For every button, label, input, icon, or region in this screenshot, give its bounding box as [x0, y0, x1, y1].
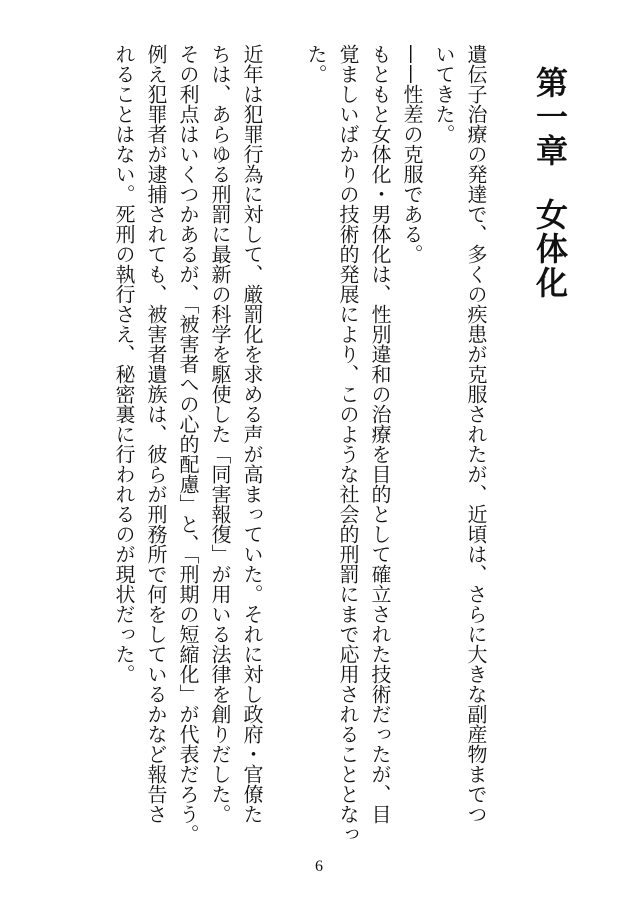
chapter-name: 女体化 [531, 198, 569, 300]
page-number: 6 [315, 858, 323, 875]
text-line: もともと女体化・男体化は、性別違和の治療を目的として確立された技術だったが、目 [368, 44, 392, 824]
text-line: ——性差の克服である。 [400, 44, 424, 264]
chapter-title [530, 66, 570, 300]
text-line: 例え犯罪者が逮捕されても、被害者遺族は、彼らが刑務所で何をしているかなど報告さ [144, 44, 168, 824]
paragraph-break [268, 44, 300, 844]
text-line: ちは、あらゆる刑罰に最新の科学を駆使した「同害報復」が用いる法律を創りだした。 [208, 44, 232, 824]
body-text [108, 44, 492, 844]
text-line: 遺伝子治療の発達で、多くの疾患が克服されたが、近頃は、さらに大きな副産物までつ [464, 44, 488, 824]
text-line: 近年は犯罪行為に対して、厳罰化を求める声が高まっていた。それに対し政府・官僚た [240, 44, 264, 824]
text-line: た。 [304, 44, 328, 84]
text-line: その利点はいくつかあるが、「被害者への心的配慮」と、「刑期の短縮化」が代表だろう。 [176, 44, 200, 844]
text-line: いてきた。 [432, 44, 456, 144]
text-line: れることはない。死刑の執行さえ、秘密裏に行われるのが現状だった。 [112, 44, 136, 684]
chapter-number: 第一章 [531, 66, 569, 168]
text-line: 覚ましいばかりの技術的発展により、このような社会的刑罰にまで応用されることとなっ [336, 44, 360, 844]
